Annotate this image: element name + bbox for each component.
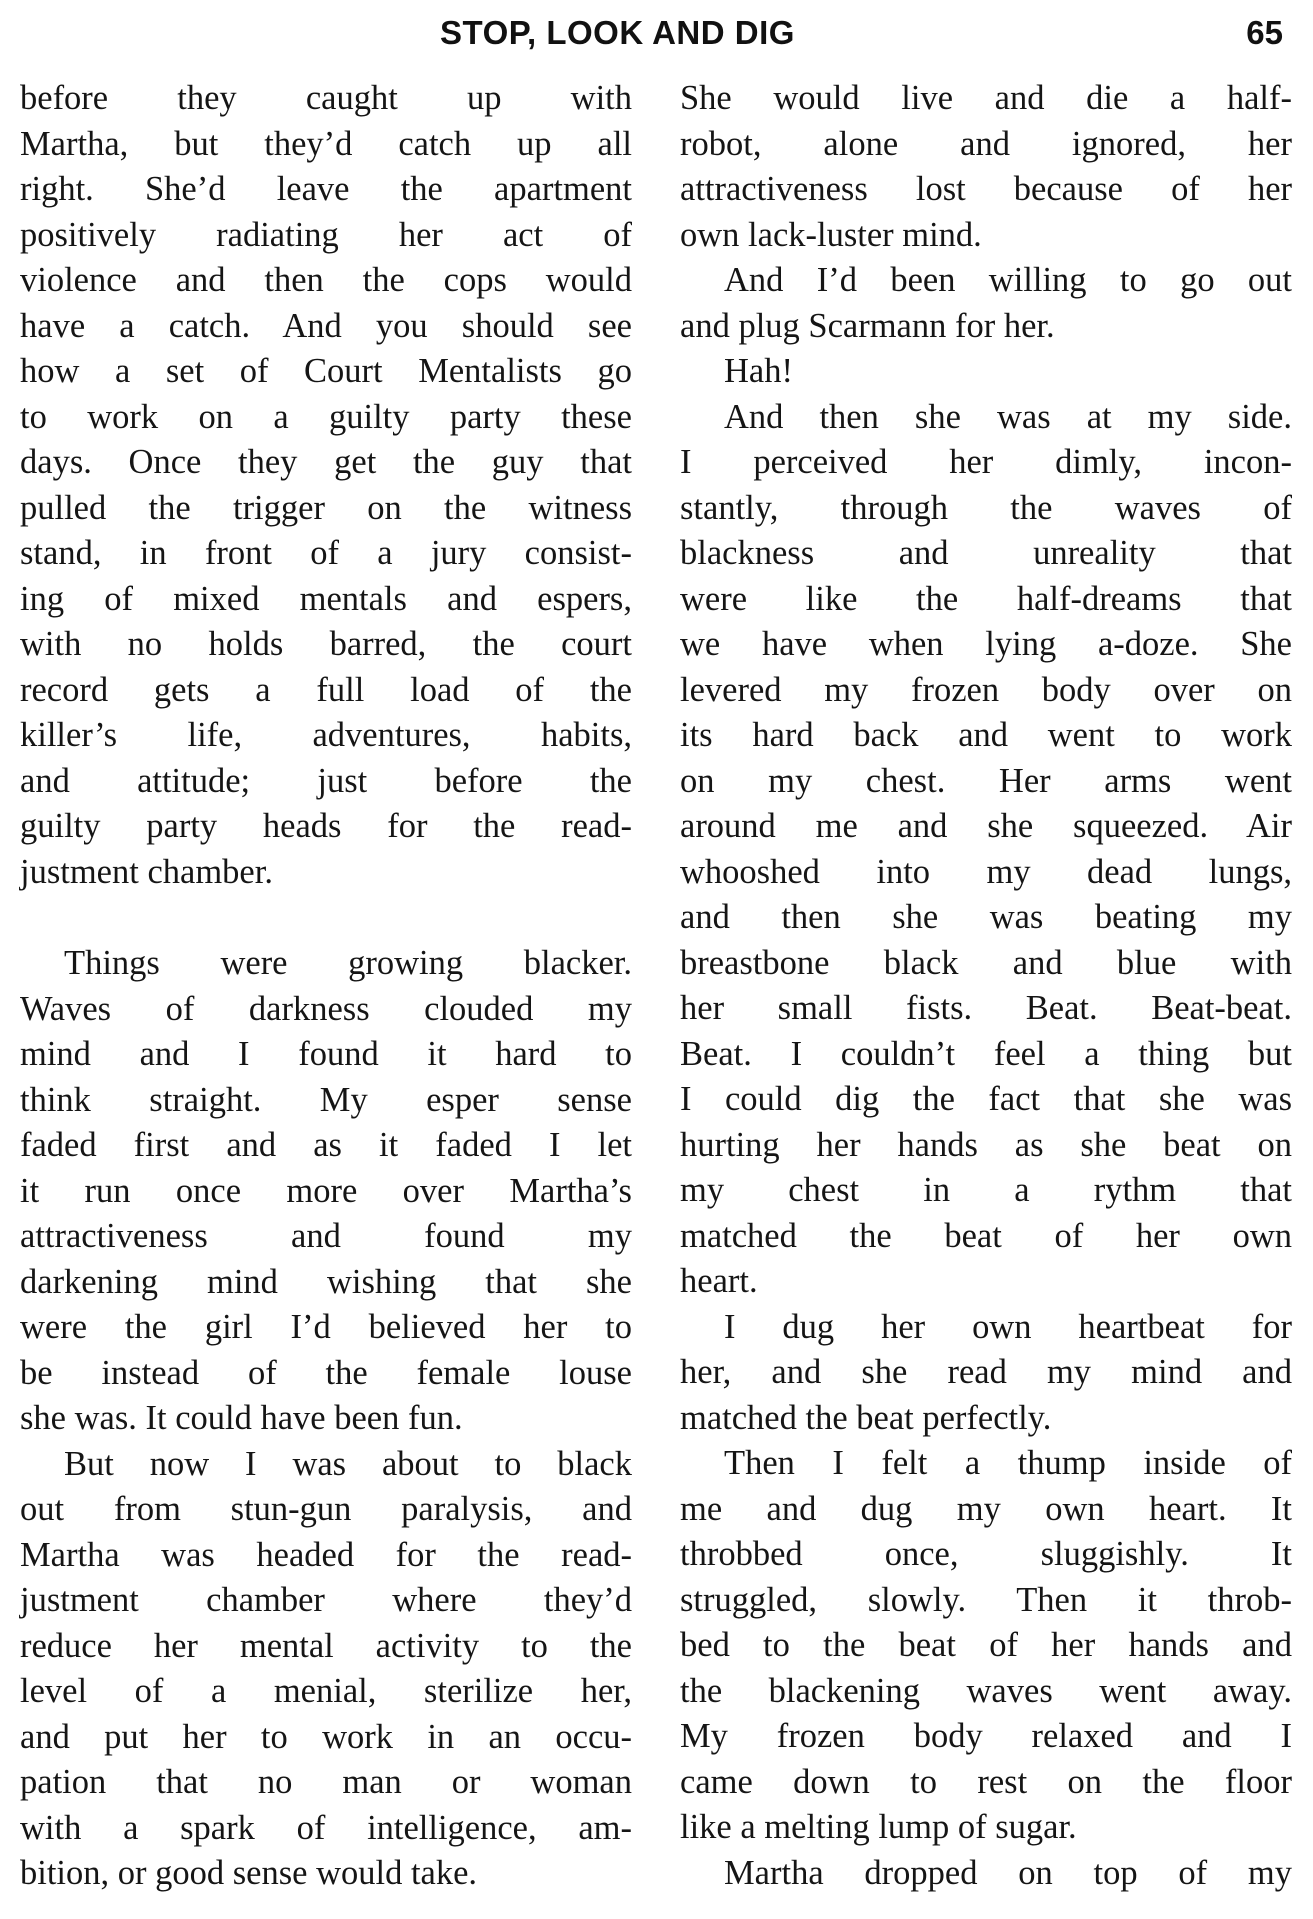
text-line: the blackening waves went away. (680, 1671, 1292, 1710)
text-line: my chest in a rythm that (680, 1171, 1292, 1209)
text-line: And then she was at my side. (724, 397, 1292, 436)
text-line: out from stun-gun paralysis, and (20, 1490, 632, 1528)
text-line: struggled, slowly. Then it throb- (680, 1580, 1292, 1619)
text-line: levered my frozen body over on (680, 670, 1292, 709)
text-line: right. She’d leave the apartment (20, 170, 632, 208)
text-line: and put her to work in an occu- (20, 1717, 632, 1756)
text-line: pation that no man or woman (20, 1763, 632, 1801)
text-line: ing of mixed mentals and espers, (20, 579, 632, 618)
text-line: around me and she squeezed. Air (680, 807, 1292, 845)
text-line: to work on a guilty party these (20, 397, 632, 436)
text-line: I could dig the fact that she was (680, 1080, 1292, 1118)
text-line: mind and I found it hard to (20, 1035, 632, 1073)
text-line: hurting her hands as she beat on (680, 1125, 1292, 1164)
text-line: darkening mind wishing that she (20, 1262, 632, 1301)
text-line: attractiveness lost because of her (680, 170, 1292, 208)
text-line: Martha was headed for the read- (20, 1535, 632, 1574)
text-line: were like the half-dreams that (680, 579, 1292, 618)
text-line: with a spark of intelligence, am- (20, 1808, 632, 1847)
paragraph (680, 76, 1292, 258)
text-line: Things were growing blacker. (64, 944, 632, 982)
text-line: stantly, through the waves of (680, 488, 1292, 527)
text-line: with no holds barred, the court (20, 625, 632, 663)
text-line: whooshed into my dead lungs, (680, 852, 1292, 891)
text-line: record gets a full load of the (20, 670, 632, 709)
right-text-column (680, 76, 1292, 1896)
text-line: on my chest. Her arms went (680, 761, 1292, 800)
paragraph (680, 1851, 1292, 1897)
text-line: stand, in front of a jury consist- (20, 534, 632, 572)
paragraph (680, 1305, 1292, 1442)
text-line: breastbone black and blue with (680, 943, 1292, 982)
text-line: like a melting lump of sugar. (680, 1808, 1077, 1846)
text-line: throbbed once, sluggishly. It (680, 1535, 1292, 1573)
text-line: matched the beat perfectly. (680, 1398, 1052, 1437)
text-line: be instead of the female louse (20, 1353, 632, 1392)
text-line: she was. It could have been fun. (20, 1399, 463, 1437)
text-line: I perceived her dimly, incon- (680, 443, 1292, 481)
text-line: Beat. I couldn’t feel a thing but (680, 1034, 1292, 1073)
text-line: And I’d been willing to go out (724, 261, 1292, 299)
paragraph (20, 76, 632, 895)
page-header (0, 12, 1313, 56)
text-line: justment chamber. (20, 852, 273, 891)
text-line: days. Once they get the guy that (20, 443, 632, 481)
text-line: blackness and unreality that (680, 534, 1292, 572)
text-line: how a set of Court Mentalists go (20, 352, 632, 390)
text-line: justment chamber where they’d (20, 1581, 632, 1619)
text-line: robot, alone and ignored, her (680, 124, 1292, 163)
paragraph (680, 395, 1292, 1305)
text-line: violence and then the cops would (20, 261, 632, 299)
text-line: She would live and die a half- (680, 79, 1292, 117)
section-break (20, 895, 632, 941)
text-line: think straight. My esper sense (20, 1080, 632, 1119)
paragraph (20, 941, 632, 1442)
text-line: matched the beat of her own (680, 1216, 1292, 1255)
text-line: her small fists. Beat. Beat-beat. (680, 989, 1292, 1027)
text-line: came down to rest on the floor (680, 1762, 1292, 1801)
text-line: and attitude; just before the (20, 761, 632, 800)
text-line: Martha, but they’d catch up all (20, 124, 632, 163)
paragraph (20, 1442, 632, 1897)
text-line: level of a menial, sterilize her, (20, 1672, 632, 1710)
paragraph (680, 1441, 1292, 1851)
text-line: But now I was about to black (64, 1444, 632, 1483)
text-line: Waves of darkness clouded my (20, 989, 632, 1028)
text-line: pulled the trigger on the witness (20, 488, 632, 527)
text-line: me and dug my own heart. It (680, 1489, 1292, 1528)
text-line: My frozen body relaxed and I (680, 1717, 1292, 1755)
text-line: faded first and as it faded I let (20, 1126, 632, 1164)
text-line: Hah! (724, 352, 793, 390)
text-line: before they caught up with (20, 79, 632, 117)
text-line: bed to the beat of her hands and (680, 1626, 1292, 1664)
left-text-column (20, 76, 632, 1897)
text-line: own lack-luster mind. (680, 215, 982, 254)
paragraph (680, 349, 1292, 395)
text-line: Martha dropped on top of my (724, 1853, 1292, 1892)
text-line: positively radiating her act of (20, 215, 632, 254)
page-number: 65 (1246, 14, 1283, 51)
text-line: attractiveness and found my (20, 1217, 632, 1255)
text-line: and plug Scarmann for her. (680, 306, 1055, 345)
text-line: were the girl I’d believed her to (20, 1308, 632, 1346)
text-line: I dug her own heartbeat for (724, 1307, 1292, 1346)
paragraph (680, 258, 1292, 349)
text-line: have a catch. And you should see (20, 306, 632, 345)
text-line: and then she was beating my (680, 898, 1292, 936)
text-line: her, and she read my mind and (680, 1353, 1292, 1391)
text-line: killer’s life, adventures, habits, (20, 716, 632, 754)
running-head-title: STOP, LOOK AND DIG (440, 14, 795, 51)
text-line: Then I felt a thump inside of (724, 1444, 1292, 1482)
text-line: we have when lying a-doze. She (680, 625, 1292, 663)
text-line: heart. (680, 1262, 758, 1300)
text-line: guilty party heads for the read- (20, 807, 632, 845)
text-line: bition, or good sense would take. (20, 1854, 478, 1892)
text-line: reduce her mental activity to the (20, 1626, 632, 1665)
text-line: it run once more over Martha’s (20, 1171, 632, 1210)
text-line: its hard back and went to work (680, 716, 1292, 754)
